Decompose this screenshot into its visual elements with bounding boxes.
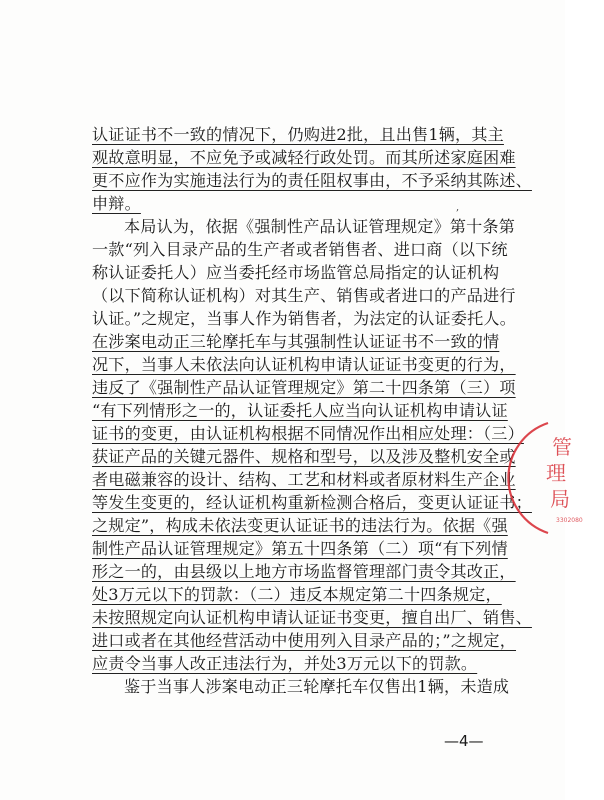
text-line-4: 申辩。: [92, 194, 141, 213]
text-line-8: （以下简称认证机构）对其生产、销售或者进口的产品进行: [92, 286, 516, 305]
text-line-23: 进口或者在其他经营活动中使用列入目录产品的；”之规定，: [92, 631, 517, 650]
svg-text:3302080: 3302080: [556, 517, 583, 524]
text-line-7: 称认证委托人）应当委托经市场监管总局指定的认证机构: [92, 263, 500, 282]
text-line-19: 制性产品认证管理规定》第五十四条第（二）项“有下列情: [92, 539, 508, 558]
text-line-1: 认证证书不一致的情况下，仍购进2批，且出售1辆，其主: [92, 125, 504, 144]
text-line-21: 处3万元以下的罚款：（二）违反本规定第二十四条规定，: [92, 585, 502, 604]
text-line-6: 一款“列入目录产品的生产者或者销售者、进口商（以下统: [92, 240, 508, 259]
text-line-17: 等发生变更的，经认证机构重新检测合格后，变更认证证书；: [92, 493, 532, 512]
stray-mark: ,: [456, 202, 460, 213]
text-line-24: 应责令当事人改正违法行为，并处3万元以下的罚款。: [92, 654, 478, 673]
text-line-22: 未按照规定向认证机构申请认证证书变更，擅自出厂、销售、: [92, 608, 532, 627]
text-line-25: 鉴于当事人涉案电动正三轮摩托车仅售出1辆，未造成: [124, 677, 510, 696]
text-line-14: 证书的变更，由认证机构根据不同情况作出相应处理：（三）: [92, 424, 524, 443]
text-line-16: 者电磁兼容的设计、结构、工艺和材料或者原材料生产企业: [92, 470, 516, 489]
svg-text:管: 管: [552, 435, 572, 459]
svg-text:理: 理: [546, 461, 566, 485]
page-number: —4—: [444, 732, 484, 750]
text-line-11: 况下，当事人未依法向认证机构申请认证证书变更的行为，: [92, 355, 516, 374]
text-line-9: 认证。”之规定，当事人作为销售者，为法定的认证委托人。: [92, 309, 517, 328]
text-line-2: 观故意明显，不应免予或减轻行政处罚。而其所述家庭困难: [92, 148, 516, 167]
text-line-5: 本局认为，依据《强制性产品认证管理规定》第十条第: [124, 217, 516, 236]
svg-text:局: 局: [550, 487, 570, 511]
text-line-20: 形之一的，由县级以上地方市场监督管理部门责令其改正，: [92, 562, 516, 581]
official-seal-stamp: [534, 418, 604, 538]
text-line-18: 之规定”，构成未依法变更认证证书的违法行为。依据《强: [92, 516, 508, 535]
text-line-13: “有下列情形之一的，认证委托人应当向认证机构申请认证: [92, 401, 508, 420]
text-line-3: 更不应作为实施违法行为的责任阻权事由，不予采纳其陈述、: [92, 171, 532, 190]
text-line-10: 在涉案电动正三轮摩托车与其强制性认证证书不一致的情: [92, 332, 500, 351]
text-line-12: 违反了《强制性产品认证管理规定》第二十四条第（三）项: [92, 378, 516, 397]
text-line-15: 获证产品的关键元器件、规格和型号，以及涉及整机安全或: [92, 447, 516, 466]
